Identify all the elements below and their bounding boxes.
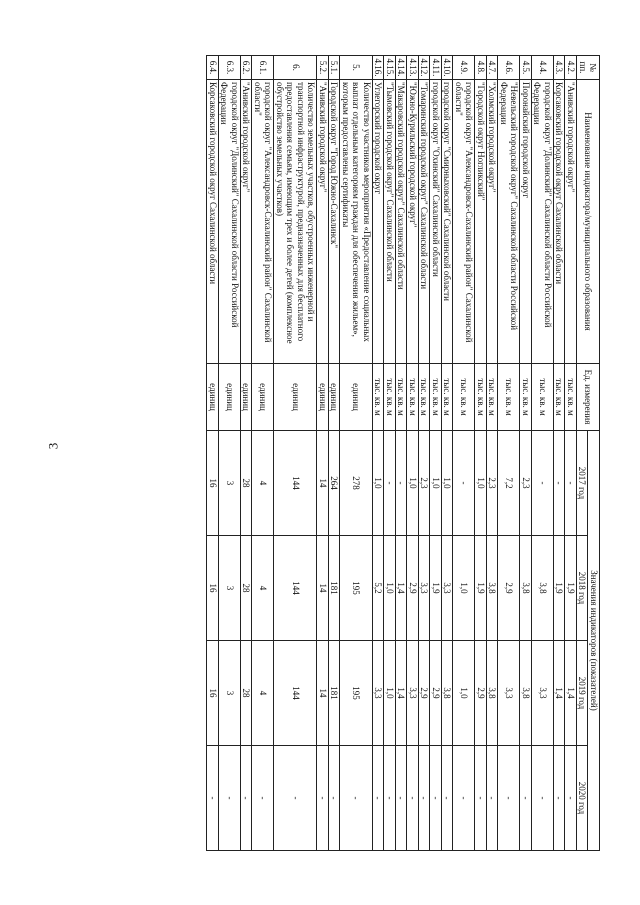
value-2020: - xyxy=(442,746,454,851)
value-2020: - xyxy=(373,746,385,851)
table-row xyxy=(274,56,317,851)
value-2018: 3,8 xyxy=(532,536,554,641)
row-unit: тыс. кв. м xyxy=(419,364,431,431)
row-name: "Макаровский городской округ" Сахалинской области xyxy=(396,80,408,364)
value-2018: 1,4 xyxy=(396,536,408,641)
row-name: "Холмский городской округ" xyxy=(487,80,499,364)
value-2018: 16 xyxy=(207,536,219,641)
value-2020: - xyxy=(520,746,532,851)
value-2019: 2,9 xyxy=(419,641,431,746)
value-2018: 1,0 xyxy=(453,536,475,641)
row-unit: тыс. кв. м xyxy=(373,364,385,431)
value-2017: 1,0 xyxy=(442,431,454,536)
table-row xyxy=(453,56,475,851)
table-row xyxy=(252,56,274,851)
value-2019: 1,4 xyxy=(396,641,408,746)
row-number: 4.16. xyxy=(373,56,385,80)
row-unit: тыс. кв. м xyxy=(430,364,442,431)
value-2017: 1,0 xyxy=(430,431,442,536)
value-2018: 2,9 xyxy=(407,536,419,641)
value-2019: 1,0 xyxy=(384,641,396,746)
row-name: Количество земельных участков, обустроенных инженерной и транспортной инфраструктурой, предназначенных для бесплатного предоставления семьям, имеющим трех и более детей (комплексное обустройство земельных участков) xyxy=(274,80,317,364)
table-row xyxy=(340,56,373,851)
value-2020: - xyxy=(317,746,329,851)
value-2019: 144 xyxy=(274,641,317,746)
row-number: 4.7. xyxy=(487,56,499,80)
header-year-2018: 2018 год xyxy=(577,536,589,641)
value-2018: 1,9 xyxy=(565,536,577,641)
row-name: "Анивский городской округ" xyxy=(241,80,253,364)
value-2020: - xyxy=(430,746,442,851)
row-number: 6.4. xyxy=(207,56,219,80)
value-2018: 144 xyxy=(274,536,317,641)
row-name: городской округ "Александровск-Сахалинский район" Сахалинской области" xyxy=(252,80,274,364)
row-unit: единиц xyxy=(252,364,274,431)
value-2019: 4 xyxy=(252,641,274,746)
row-number: 4.15. xyxy=(384,56,396,80)
row-number: 5. xyxy=(340,56,373,80)
rotated-table-container xyxy=(85,55,600,849)
value-2020: - xyxy=(384,746,396,851)
value-2020: - xyxy=(252,746,274,851)
value-2020: - xyxy=(532,746,554,851)
row-name: Углегорский городской округ xyxy=(373,80,385,364)
row-unit: тыс. кв. м xyxy=(520,364,532,431)
value-2018: 4 xyxy=(252,536,274,641)
row-name: городской округ "Смирныховский" Сахалинской области xyxy=(442,80,454,364)
row-number: 6.3. xyxy=(219,56,241,80)
value-2017: - xyxy=(554,431,566,536)
value-2020: - xyxy=(475,746,487,851)
value-2017: - xyxy=(453,431,475,536)
row-name: "Городской округ Ногликский" xyxy=(475,80,487,364)
row-unit: единиц xyxy=(317,364,329,431)
value-2018: 1,9 xyxy=(554,536,566,641)
table-row xyxy=(442,56,454,851)
value-2018: 3,8 xyxy=(520,536,532,641)
value-2019: 3 xyxy=(219,641,241,746)
value-2018: 3,3 xyxy=(442,536,454,641)
table-row xyxy=(475,56,487,851)
row-name: городской округ "Охинский" Сахалинской области xyxy=(430,80,442,364)
value-2018: 2,9 xyxy=(498,536,520,641)
value-2018: 3,3 xyxy=(419,536,431,641)
value-2017: 2,3 xyxy=(419,431,431,536)
row-name: городской округ "Александровск-Сахалинский район" Сахалинской области" xyxy=(453,80,475,364)
value-2017: 1,0 xyxy=(475,431,487,536)
row-number: 4.5. xyxy=(520,56,532,80)
row-unit: тыс. кв. м xyxy=(532,364,554,431)
table-row xyxy=(554,56,566,851)
row-unit: тыс. кв. м xyxy=(498,364,520,431)
row-number: 4.8. xyxy=(475,56,487,80)
row-number: 4.13. xyxy=(407,56,419,80)
row-name: "Томаринский городской округ" Сахалинской области xyxy=(419,80,431,364)
value-2017: 144 xyxy=(274,431,317,536)
row-number: 4.9. xyxy=(453,56,475,80)
header-year-2019: 2019 год xyxy=(577,641,589,746)
row-name: Корсаковский городской округ Сахалинской области xyxy=(554,80,566,364)
table-row xyxy=(329,56,341,851)
value-2020: - xyxy=(340,746,373,851)
row-number: 4.10. xyxy=(442,56,454,80)
value-2017: 264 xyxy=(329,431,341,536)
value-2018: 3,8 xyxy=(487,536,499,641)
row-number: 4.14. xyxy=(396,56,408,80)
row-name: городской округ "Долинский" Сахалинской области Российской Федерации xyxy=(532,80,554,364)
value-2017: - xyxy=(396,431,408,536)
table-row xyxy=(219,56,241,851)
value-2017: - xyxy=(565,431,577,536)
row-unit: тыс. кв. м xyxy=(487,364,499,431)
value-2020: - xyxy=(453,746,475,851)
row-name: Городской округ "Город Южно-Сахалинск" xyxy=(329,80,341,364)
value-2017: 2,3 xyxy=(487,431,499,536)
table-row xyxy=(520,56,532,851)
table-row xyxy=(565,56,577,851)
header-unit: Ед. измерения xyxy=(577,364,600,431)
header-values: Значения индикаторов (показателей) xyxy=(588,431,600,851)
row-name: Корсаковский городской округ Сахалинской области xyxy=(207,80,219,364)
row-unit: тыс. кв. м xyxy=(442,364,454,431)
row-unit: единиц xyxy=(207,364,219,431)
row-unit: единиц xyxy=(340,364,373,431)
value-2018: 14 xyxy=(317,536,329,641)
value-2020: - xyxy=(329,746,341,851)
table-row xyxy=(498,56,520,851)
row-number: 4.12. xyxy=(419,56,431,80)
value-2019: 3,8 xyxy=(487,641,499,746)
row-unit: единиц xyxy=(241,364,253,431)
row-unit: тыс. кв. м xyxy=(453,364,475,431)
value-2019: 1,0 xyxy=(453,641,475,746)
value-2017: 1,0 xyxy=(407,431,419,536)
header-year-2017: 2017 год xyxy=(577,431,589,536)
row-name: "Южно-Курильский городской округ" xyxy=(407,80,419,364)
value-2019: 2,9 xyxy=(475,641,487,746)
table-row xyxy=(241,56,253,851)
row-number: 4.11. xyxy=(430,56,442,80)
value-2019: 16 xyxy=(207,641,219,746)
value-2019: 195 xyxy=(340,641,373,746)
value-2017: 14 xyxy=(317,431,329,536)
row-name: "Анивский городской округ" xyxy=(317,80,329,364)
value-2020: - xyxy=(241,746,253,851)
row-unit: тыс. кв. м xyxy=(554,364,566,431)
value-2017: 16 xyxy=(207,431,219,536)
value-2019: 3,3 xyxy=(373,641,385,746)
value-2017: 278 xyxy=(340,431,373,536)
table-row xyxy=(532,56,554,851)
value-2017: 2,3 xyxy=(520,431,532,536)
row-number: 4.2. xyxy=(565,56,577,80)
row-name: "Тымовский городской округ" Сахалинской области xyxy=(384,80,396,364)
row-number: 6.2. xyxy=(241,56,253,80)
table-row xyxy=(317,56,329,851)
value-2019: 2,9 xyxy=(430,641,442,746)
row-name: Поронайский городской округ xyxy=(520,80,532,364)
value-2019: 28 xyxy=(241,641,253,746)
row-unit: тыс. кв. м xyxy=(384,364,396,431)
table-row xyxy=(430,56,442,851)
value-2019: 3,8 xyxy=(520,641,532,746)
row-name: "Анивский городской округ" xyxy=(565,80,577,364)
header-num: № пп. xyxy=(577,56,600,80)
row-unit: тыс. кв. м xyxy=(407,364,419,431)
value-2019: 3,3 xyxy=(532,641,554,746)
row-unit: тыс. кв. м xyxy=(565,364,577,431)
value-2018: 1,0 xyxy=(384,536,396,641)
value-2017: 1,0 xyxy=(373,431,385,536)
value-2019: 3,3 xyxy=(407,641,419,746)
table-row xyxy=(373,56,385,851)
value-2019: 1,4 xyxy=(565,641,577,746)
value-2017: 3 xyxy=(219,431,241,536)
row-number: 4.4. xyxy=(532,56,554,80)
row-name: Количество участников мероприятия «Предоставление социальных выплат отдельным категориям граждан для обеспечения жильем», которым предоставлены сертификаты xyxy=(340,80,373,364)
row-unit: единиц xyxy=(329,364,341,431)
page-number: 3 xyxy=(45,442,61,450)
row-name: городской округ "Долинский" Сахалинской области Российской Федерации xyxy=(219,80,241,364)
row-number: 5.1. xyxy=(329,56,341,80)
row-unit: тыс. кв. м xyxy=(475,364,487,431)
row-number: 6. xyxy=(274,56,317,80)
table-row xyxy=(207,56,219,851)
value-2018: 181 xyxy=(329,536,341,641)
value-2018: 195 xyxy=(340,536,373,641)
table-row xyxy=(407,56,419,851)
header-year-2020: 2020 год xyxy=(577,746,589,851)
value-2019: 3,8 xyxy=(442,641,454,746)
value-2020: - xyxy=(554,746,566,851)
table-body xyxy=(207,56,577,851)
row-unit: единиц xyxy=(274,364,317,431)
value-2020: - xyxy=(487,746,499,851)
row-name: "Невельский городской округ" Сахалинской области Российской Федерации xyxy=(498,80,520,364)
row-number: 4.3. xyxy=(554,56,566,80)
value-2017: - xyxy=(532,431,554,536)
table-row xyxy=(419,56,431,851)
value-2020: - xyxy=(565,746,577,851)
value-2019: 1,4 xyxy=(554,641,566,746)
value-2017: 7,2 xyxy=(498,431,520,536)
value-2018: 1,9 xyxy=(430,536,442,641)
row-number: 6.1. xyxy=(252,56,274,80)
value-2020: - xyxy=(274,746,317,851)
value-2020: - xyxy=(407,746,419,851)
table-row xyxy=(384,56,396,851)
value-2018: 1,9 xyxy=(475,536,487,641)
value-2017: 4 xyxy=(252,431,274,536)
value-2020: - xyxy=(396,746,408,851)
value-2017: 28 xyxy=(241,431,253,536)
value-2019: 3,3 xyxy=(498,641,520,746)
value-2020: - xyxy=(498,746,520,851)
row-unit: тыс. кв. м xyxy=(396,364,408,431)
row-number: 4.6. xyxy=(498,56,520,80)
row-number: 5.2. xyxy=(317,56,329,80)
value-2018: 5,2 xyxy=(373,536,385,641)
value-2019: 181 xyxy=(329,641,341,746)
value-2018: 28 xyxy=(241,536,253,641)
row-unit: единиц xyxy=(219,364,241,431)
value-2017: - xyxy=(384,431,396,536)
value-2020: - xyxy=(419,746,431,851)
table-row xyxy=(487,56,499,851)
value-2020: - xyxy=(219,746,241,851)
value-2020: - xyxy=(207,746,219,851)
table-row xyxy=(396,56,408,851)
header-name: Наименование индикатора/муниципального образования xyxy=(577,80,600,364)
value-2018: 3 xyxy=(219,536,241,641)
indicators-table xyxy=(207,55,601,851)
value-2019: 14 xyxy=(317,641,329,746)
